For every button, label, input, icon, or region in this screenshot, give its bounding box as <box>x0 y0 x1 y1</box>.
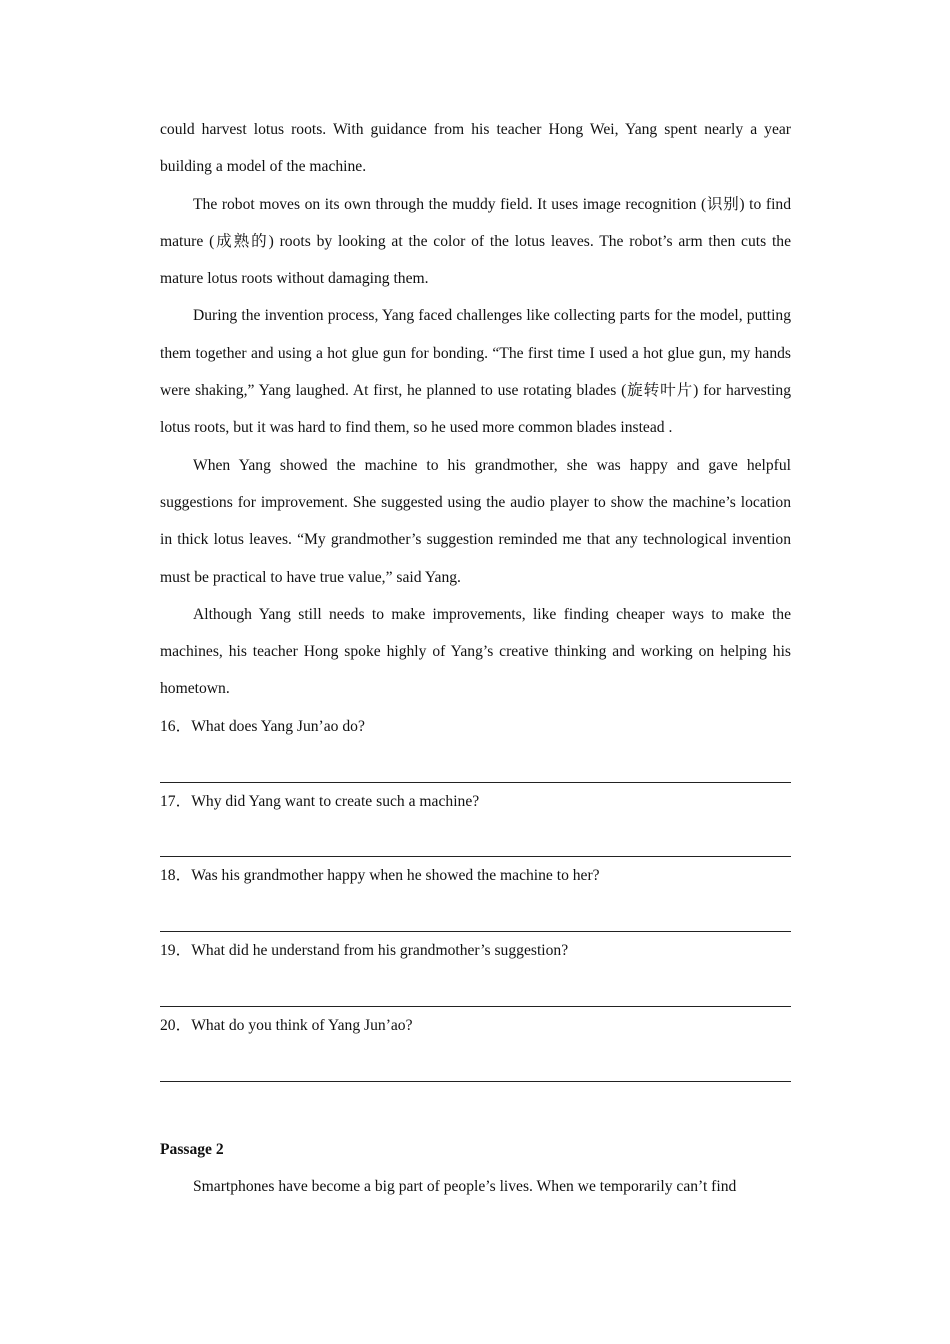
passage1-paragraph-3: During the invention process, Yang faced challenges like collecting parts for the model, putting them together and using a hot glue gun for bonding. “The first time I used a hot glue gun, my hands were shaking,” Yang laughed. At first, he planned to use rotating blades (旋转叶片) for harvesting lotus roots, but it was hard to find them, so he used more common blades instead . <box>160 307 791 437</box>
question-16 <box>160 708 791 783</box>
passage1-paragraph-4: When Yang showed the machine to his grandmother, she was happy and gave helpful suggestions for improvement. She suggested using the audio player to show the machine’s location in thick lotus leaves. “My grandmother’s suggestion reminded me that any technological invention must be practical to have true value,” said Yang. <box>160 456 791 586</box>
question-number: 16． <box>160 717 192 735</box>
question-text: Why did Yang want to create such a machine? <box>191 792 480 810</box>
question-17 <box>160 783 791 858</box>
document-page <box>160 111 791 1205</box>
question-number: 20． <box>160 1016 192 1034</box>
passage1-paragraph-2: The robot moves on its own through the muddy field. It uses image recognition (识别) to find mature (成熟的) roots by looking at the color of the lotus leaves. The robot’s arm then cuts the mature lotus roots without damaging them. <box>160 195 791 288</box>
answer-line[interactable] <box>160 1044 791 1082</box>
passage1-paragraph-5: Although Yang still needs to make improvements, like finding cheaper ways to make the machines, his teacher Hong spoke highly of Yang’s creative thinking and working on helping his hometown. <box>160 605 791 698</box>
question-18 <box>160 857 791 932</box>
question-text: What do you think of Yang Jun’ao? <box>191 1016 413 1034</box>
section-spacer <box>160 1082 791 1131</box>
answer-line[interactable] <box>160 820 791 858</box>
passage2-heading: Passage 2 <box>160 1140 224 1158</box>
question-19 <box>160 932 791 1007</box>
answer-line[interactable] <box>160 969 791 1007</box>
question-number: 17． <box>160 792 192 810</box>
passage1-paragraph-1: could harvest lotus roots. With guidance from his teacher Hong Wei, Yang spent nearly a year building a model of the machine. <box>160 121 791 176</box>
question-text: Was his grandmother happy when he showed the machine to her? <box>191 867 600 885</box>
question-number: 18． <box>160 867 192 885</box>
passage2-paragraph-1: Smartphones have become a big part of people’s lives. When we temporarily can’t find <box>193 1178 737 1196</box>
question-20 <box>160 1007 791 1082</box>
answer-line[interactable] <box>160 895 791 933</box>
answer-line[interactable] <box>160 745 791 783</box>
question-number: 19． <box>160 942 192 960</box>
question-text: What does Yang Jun’ao do? <box>191 717 365 735</box>
question-text: What did he understand from his grandmother’s suggestion? <box>191 942 569 960</box>
